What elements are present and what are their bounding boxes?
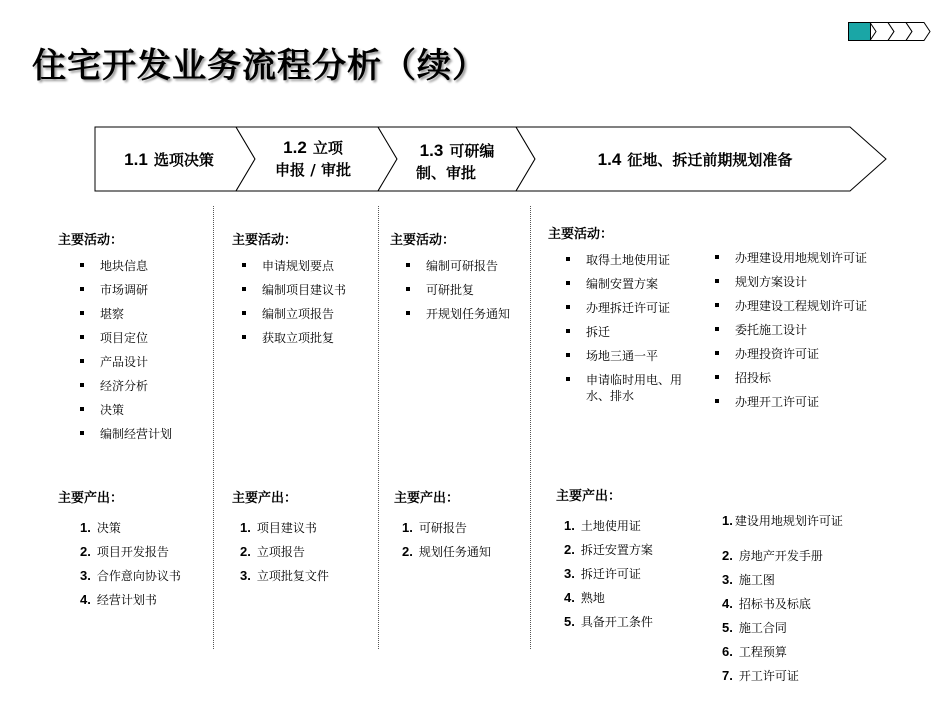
list-item: 规划方案设计 <box>715 274 867 298</box>
list-item: 市场调研 <box>80 282 172 306</box>
list-item: 6. 工程预算 <box>722 644 787 659</box>
list-item: 委托施工设计 <box>715 322 867 346</box>
outputs-list <box>402 520 491 568</box>
list-item: 申请规划要点 <box>242 258 346 282</box>
outputs-heading: 主要产出： <box>556 489 622 504</box>
list-item: 堪察 <box>80 306 172 330</box>
list-item: 3. 立项批复文件 <box>240 568 329 583</box>
list-item: 办理投资许可证 <box>715 346 867 370</box>
list-item: 1. 建设用地规划许可证 <box>722 513 843 528</box>
page-title: 住宅开发业务流程分析（续） <box>32 46 487 86</box>
activities-heading: 主要活动： <box>232 233 298 248</box>
stage-2-label: 1.2 立项 申报 / 审批 <box>275 138 351 179</box>
outputs-heading: 主要产出： <box>394 491 460 506</box>
list-item: 拆迁 <box>566 324 696 348</box>
list-item: 编制可研报告 <box>406 258 510 282</box>
list-item: 编制经营计划 <box>80 426 172 450</box>
outputs-list <box>80 520 181 616</box>
list-item: 项目定位 <box>80 330 172 354</box>
outputs-list-right <box>722 514 862 692</box>
list-item: 场地三通一平 <box>566 348 696 372</box>
activities-heading: 主要活动： <box>58 233 124 248</box>
stage-3-label: 1.3 可研编 制、审批 <box>416 141 495 182</box>
outputs-heading: 主要产出： <box>58 491 124 506</box>
list-item: 2. 房地产开发手册 <box>722 548 823 563</box>
list-item: 经济分析 <box>80 378 172 402</box>
list-item: 1. 项目建议书 <box>240 520 317 535</box>
outputs-list <box>240 520 329 592</box>
list-item: 办理建设工程规划许可证 <box>715 298 867 322</box>
list-item: 4. 招标书及标底 <box>722 596 811 611</box>
activities-list <box>80 258 172 450</box>
column-divider <box>213 206 214 649</box>
list-item: 5. 具备开工条件 <box>564 614 653 629</box>
activities-list-left <box>566 252 696 406</box>
list-item: 3. 施工图 <box>722 572 775 587</box>
list-item: 编制安置方案 <box>566 276 696 300</box>
activities-list <box>242 258 346 354</box>
list-item: 决策 <box>80 402 172 426</box>
activities-heading: 主要活动： <box>548 227 614 242</box>
list-item: 4. 经营计划书 <box>80 592 157 607</box>
activities-heading: 主要活动： <box>390 233 456 248</box>
list-item: 3. 拆迁许可证 <box>564 566 641 581</box>
list-item: 2. 项目开发报告 <box>80 544 169 559</box>
list-item: 招投标 <box>715 370 867 394</box>
list-item: 可研批复 <box>406 282 510 306</box>
list-item: 2. 拆迁安置方案 <box>564 542 653 557</box>
list-item: 1. 决策 <box>80 520 121 535</box>
list-item: 编制立项报告 <box>242 306 346 330</box>
list-item: 取得土地使用证 <box>566 252 696 276</box>
list-item: 2. 规划任务通知 <box>402 544 491 559</box>
list-item: 产品设计 <box>80 354 172 378</box>
list-item: 1. 可研报告 <box>402 520 467 535</box>
column-divider <box>378 206 379 649</box>
activities-list-right <box>715 250 867 418</box>
list-item: 4. 熟地 <box>564 590 605 605</box>
column-divider <box>530 206 531 649</box>
list-item: 7. 开工许可证 <box>722 668 799 683</box>
outputs-heading: 主要产出： <box>232 491 298 506</box>
stage-1-label: 1.1 选项决策 <box>124 150 214 169</box>
outputs-list-left <box>564 518 653 638</box>
stage-4-label: 1.4 征地、拆迁前期规划准备 <box>597 150 793 169</box>
list-item: 编制项目建议书 <box>242 282 346 306</box>
list-item: 办理拆迁许可证 <box>566 300 696 324</box>
list-item: 地块信息 <box>80 258 172 282</box>
list-item: 申请临时用电、用水、排水 <box>566 372 696 406</box>
list-item: 5. 施工合同 <box>722 620 787 635</box>
activities-list <box>406 258 510 330</box>
list-item: 1. 土地使用证 <box>564 518 641 533</box>
list-item: 办理开工许可证 <box>715 394 867 418</box>
list-item: 获取立项批复 <box>242 330 346 354</box>
list-item: 3. 合作意向协议书 <box>80 568 181 583</box>
list-item: 2. 立项报告 <box>240 544 305 559</box>
list-item: 办理建设用地规划许可证 <box>715 250 867 274</box>
list-item: 开规划任务通知 <box>406 306 510 330</box>
